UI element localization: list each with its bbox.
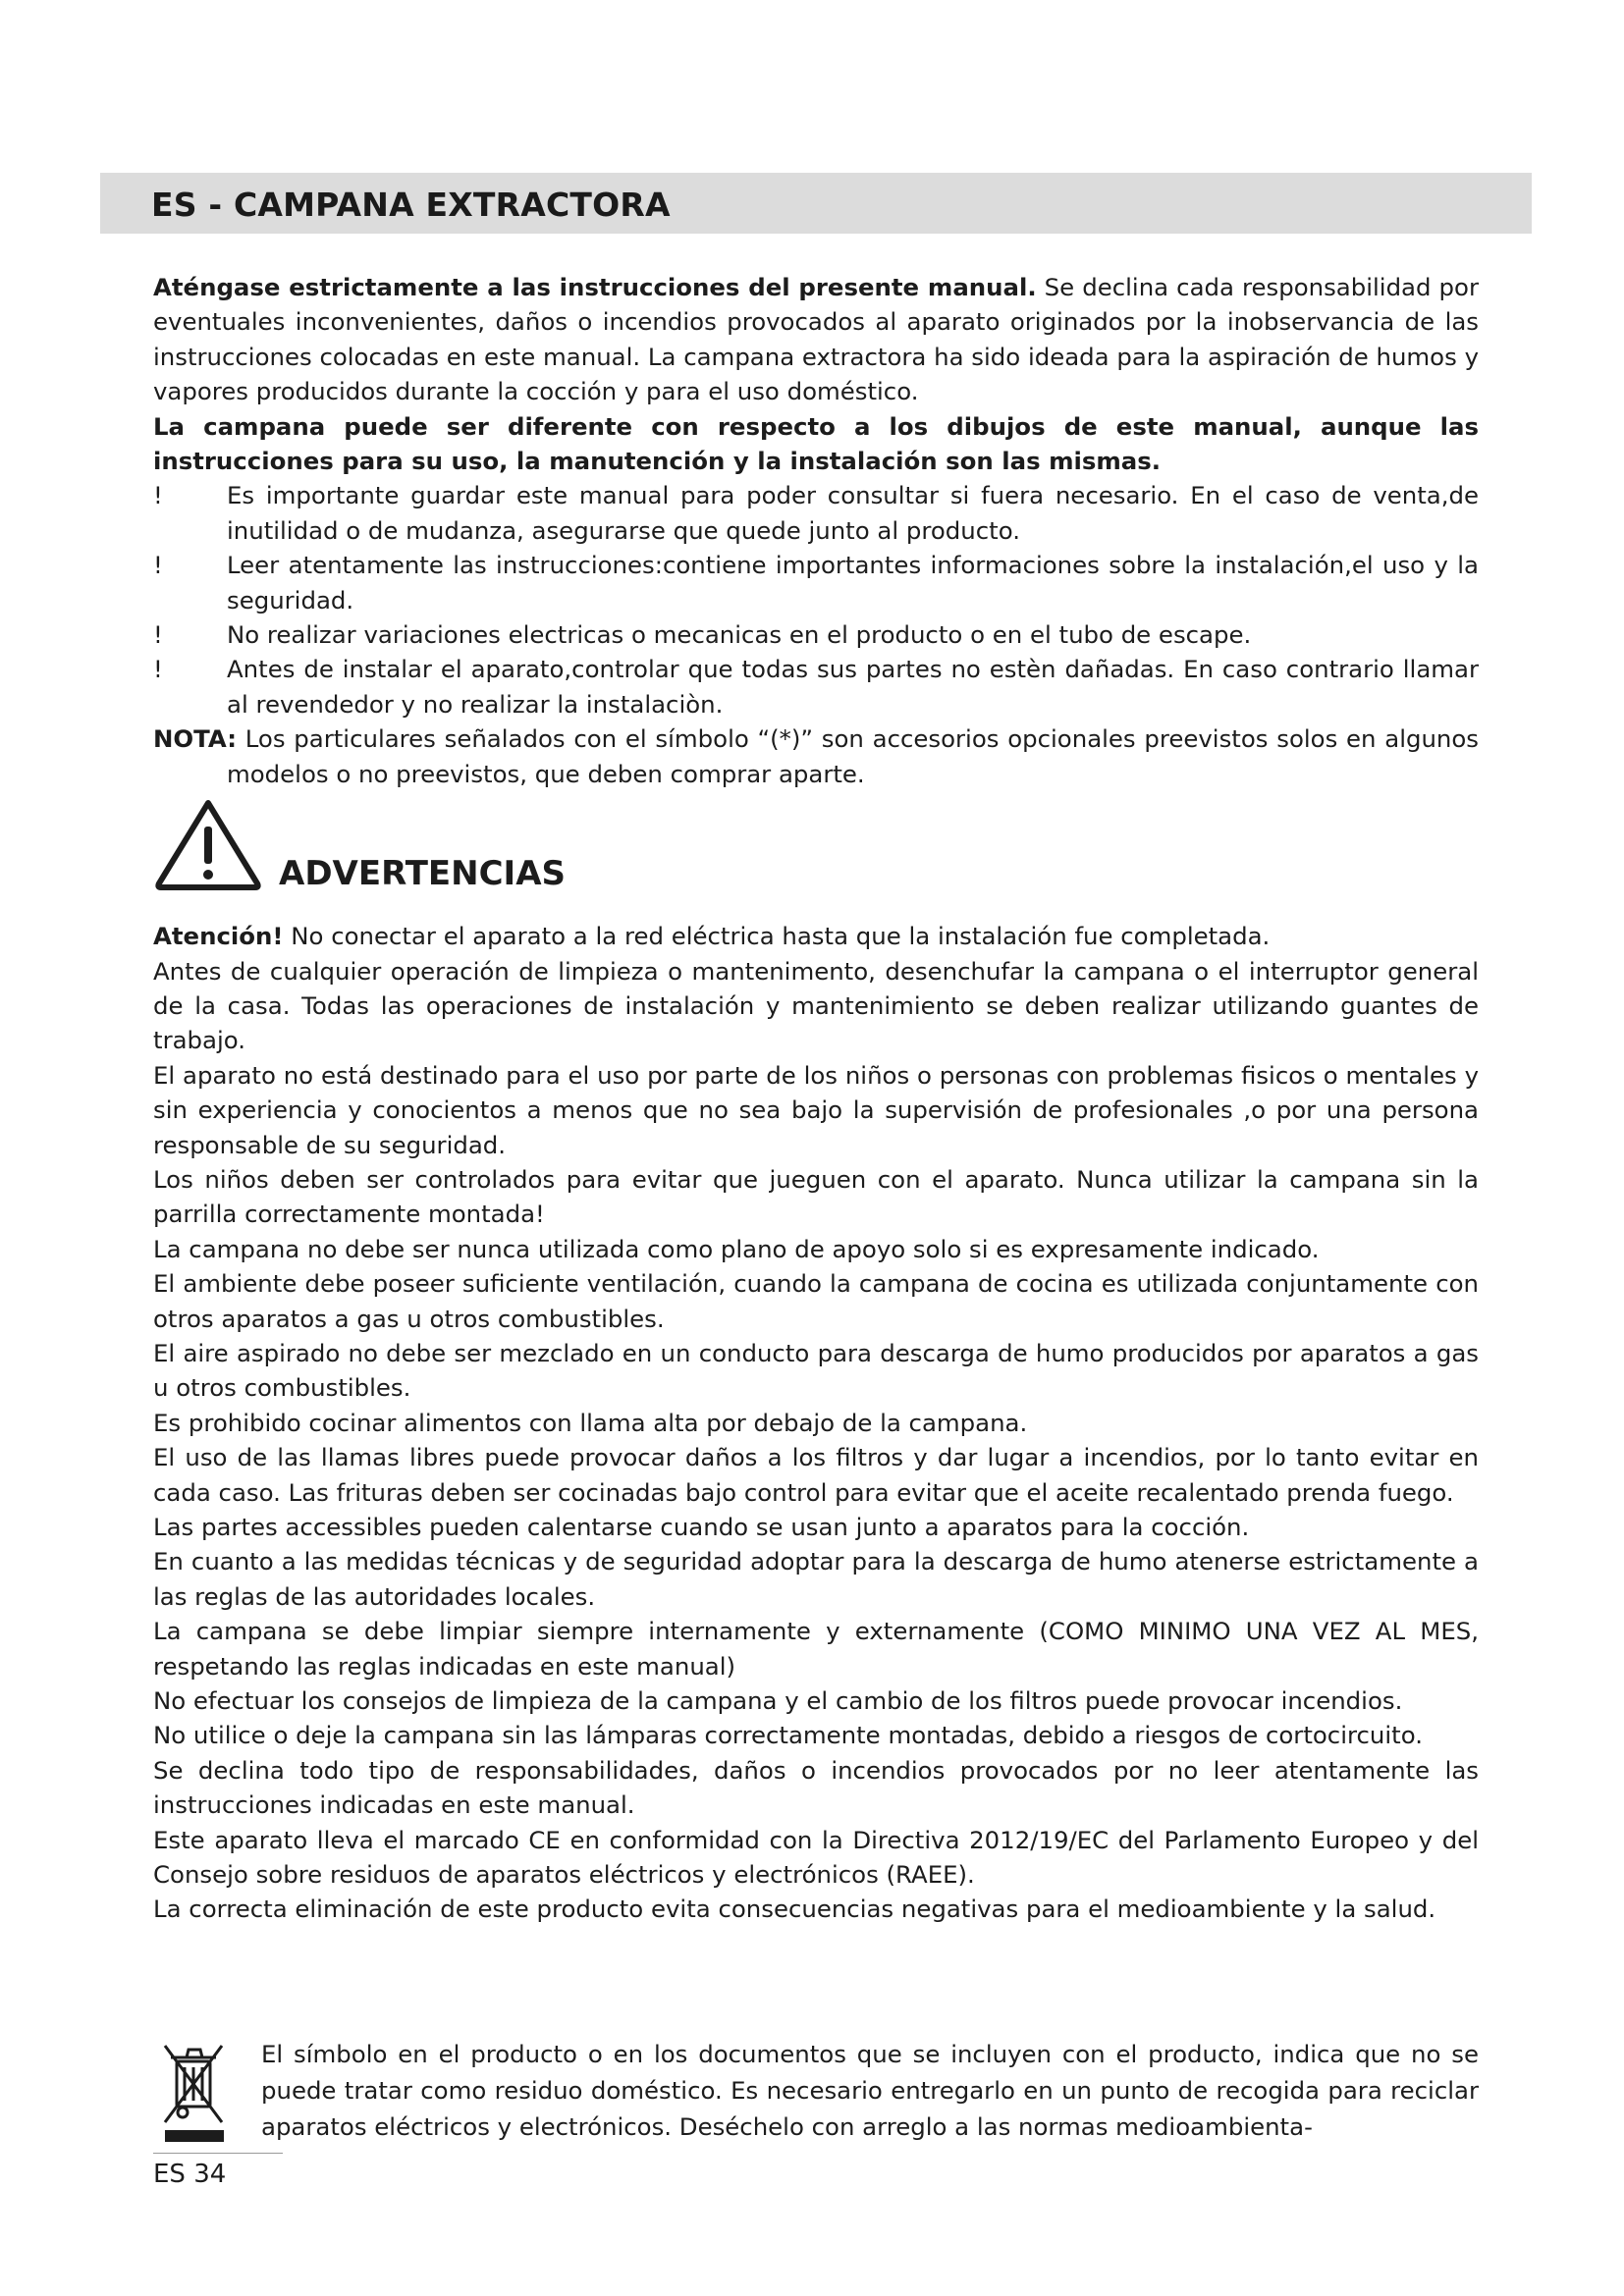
bullet-mark: ! <box>153 655 163 684</box>
attention-text: No conectar el aparato a la red eléctrica hasta que la instalación fue completada. <box>283 922 1271 951</box>
nota-label: NOTA: <box>153 724 237 754</box>
main-content <box>153 270 1479 1927</box>
warning-paragraph: Es prohibido cocinar alimentos con llama alta por debajo de la campana. <box>153 1408 1028 1437</box>
warning-paragraph: El aire aspirado no debe ser mezclado en un conducto para descarga de humo producidos por aparatos a gas u otros combustibles. <box>153 1338 1479 1403</box>
warnings-title: ADVERTENCIAS <box>279 854 567 894</box>
warning-paragraph: Este aparato lleva el marcado CE en conformidad con la Directiva 2012/19/EC del Parlamento Europeo y del Consejo sobre residuos de aparatos eléctricos y electrónicos (RAEE). <box>153 1825 1479 1890</box>
weee-text: El símbolo en el producto o en los documentos que se incluyen con el producto, indica que no se puede tratar como residuo doméstico. Es necesario entregarlo en un punto de recogida para reciclar aparatos eléctricos y electrónicos. Deséchelo con arreglo a las normas medioambienta- <box>261 2040 1479 2141</box>
bullet-mark: ! <box>153 620 163 650</box>
warning-triangle-icon <box>153 797 263 900</box>
bullet-item <box>153 652 1479 721</box>
crossed-bin-icon <box>159 2036 230 2150</box>
bullet-text: Es importante guardar este manual para poder consultar si fuera necesario. En el caso de venta,de inutilidad o de mudanza, asegurarse que quede junto al producto. <box>227 481 1479 545</box>
intro-paragraph <box>153 270 1479 409</box>
warning-paragraph: La correcta eliminación de este producto evita consecuencias negativas para el medioambiente y la salud. <box>153 1895 1436 1924</box>
warning-paragraph: En cuanto a las medidas técnicas y de seguridad adoptar para la descarga de humo atenerse estrictamente a las reglas de las autoridades locales. <box>153 1547 1479 1611</box>
bullet-text: No realizar variaciones electricas o mecanicas en el producto o en el tubo de escape. <box>227 620 1252 650</box>
nota-text: Los particulares señalados con el símbolo “(*)” son accesorios opcionales preevistos solos en algunos modelos o no preevistos, que deben comprar aparte. <box>227 724 1479 788</box>
bullet-mark: ! <box>153 481 163 510</box>
warning-paragraph: El uso de las llamas libres puede provocar daños a los filtros y dar lugar a incendios, por lo tanto evitar en cada caso. Las frituras deben ser cocinadas bajo control para evitar que el aceite recalentado prenda fuego. <box>153 1443 1479 1507</box>
nota-paragraph <box>153 721 1479 791</box>
intro-lead-bold: Aténgase estrictamente a las instrucciones del presente manual. <box>153 273 1037 301</box>
warning-paragraph: Las partes accessibles pueden calentarse cuando se usan junto a aparatos para la cocción. <box>153 1513 1250 1541</box>
bullet-item <box>153 617 1479 652</box>
warning-paragraph: Se declina todo tipo de responsabilidades, daños o incendios provocados por no leer atentamente las instrucciones indicadas en este manual. <box>153 1755 1479 1820</box>
section-header-bar <box>100 173 1532 234</box>
bullet-item <box>153 478 1479 548</box>
attention-label: Atención! <box>153 922 284 951</box>
page-title: ES - CAMPANA EXTRACTORA <box>151 186 671 224</box>
warning-paragraph: Los niños deben ser controlados para evitar que jueguen con el aparato. Nunca utilizar la campana sin la parrilla correctamente montada! <box>153 1164 1479 1229</box>
bullet-text: Leer atentamente las instrucciones:contiene importantes informaciones sobre la instalación,el uso y la seguridad. <box>227 551 1479 614</box>
bullet-mark: ! <box>153 551 163 580</box>
footer-divider <box>153 2153 283 2154</box>
attention-paragraph <box>153 919 1479 953</box>
warning-paragraph: Antes de cualquier operación de limpieza o mantenimento, desenchufar la campana o el interruptor general de la casa. Todas las operaciones de instalación y mantenimiento se deben realizar utilizando guantes de trabajo. <box>153 956 1479 1055</box>
bullet-item <box>153 548 1479 617</box>
warning-paragraph: La campana se debe limpiar siempre internamente y externamente (COMO MINIMO UNA VEZ AL MES, respetando las reglas indicadas en este manual) <box>153 1617 1479 1681</box>
warnings-heading <box>153 791 1479 919</box>
warning-paragraph: El ambiente debe poseer suficiente ventilación, cuando la campana de cocina es utilizada conjuntamente con otros aparatos a gas u otros combustibles. <box>153 1269 1479 1333</box>
bullet-text: Antes de instalar el aparato,controlar que todas sus partes no estèn dañadas. En caso contrario llamar al revendedor y no realizar la instalaciòn. <box>227 655 1479 719</box>
intro-lead-text: Se declina cada responsabilidad por eventuales inconvenientes, daños o incendios provocados al aparato originados por la inobservancia de las instrucciones colocadas en este manual. La campana extractora ha sido ideada para la aspiración de humos y vapores producidos durante la cocción y para el uso doméstico. <box>153 273 1479 406</box>
warning-paragraph: El aparato no está destinado para el uso por parte de los niños o personas con problemas fisicos o mentales y sin experiencia y conocientos a menos que no sea bajo la supervisión de profesionales ,o por una persona responsable de su seguridad. <box>153 1060 1479 1159</box>
warning-paragraph: No efectuar los consejos de limpieza de la campana y el cambio de los filtros puede provocar incendios. <box>153 1686 1403 1716</box>
page-number: ES 34 <box>153 2160 227 2189</box>
warning-paragraph: No utilice o deje la campana sin las lámparas correctamente montadas, debido a riesgos de cortocircuito. <box>153 1721 1423 1750</box>
warning-paragraph: La campana no debe ser nunca utilizada como plano de apoyo solo si es expresamente indicado. <box>153 1234 1320 1263</box>
intro-bold-note: La campana puede ser diferente con respecto a los dibujos de este manual, aunque las instrucciones para su uso, la manutención y la instalación son las mismas. <box>153 411 1479 476</box>
